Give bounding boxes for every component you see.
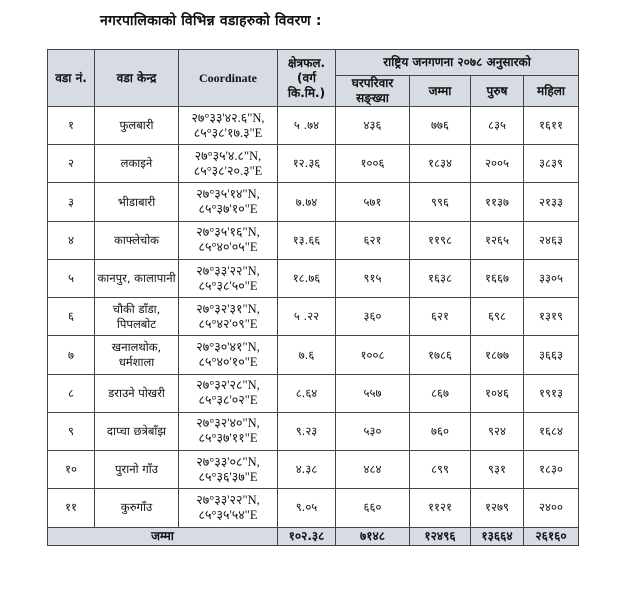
longitude: ८५°३८'०२"E	[198, 393, 258, 408]
households-cell: ६२१	[336, 221, 410, 259]
longitude: ८५°४२'०९"E	[198, 316, 258, 331]
total-cell: ८९९	[410, 451, 471, 489]
header-ward-center: वडा केन्द्र	[95, 50, 179, 107]
female-cell: २४००	[524, 489, 579, 527]
table-row	[48, 336, 579, 374]
total-cell: ९९६	[410, 183, 471, 221]
coordinate-cell	[179, 336, 278, 374]
longitude: ८५°४०'०५"E	[198, 240, 258, 255]
female-cell: १३१९	[524, 298, 579, 336]
female-cell: ३८३९	[524, 145, 579, 183]
table-row	[48, 107, 579, 145]
area-cell: ९.२३	[278, 412, 336, 450]
latitude: २७°३२'२८"N,	[196, 378, 260, 393]
coordinate-cell	[179, 451, 278, 489]
coordinate-cell	[179, 412, 278, 450]
coordinate-cell	[179, 489, 278, 527]
ward-details-table	[47, 49, 579, 546]
longitude: ८५°३८'२०.३"E	[193, 163, 263, 178]
male-cell: १२७९	[471, 489, 524, 527]
ward-center-cell: फुलबारी	[95, 107, 179, 145]
ward-center-cell: लकाइने	[95, 145, 179, 183]
totals-area: १०२.३८	[278, 527, 336, 545]
area-cell: ८.६४	[278, 374, 336, 412]
header-female: महिला	[524, 76, 579, 107]
ward-center-cell: दाप्चा छत्रेबाँझ	[95, 412, 179, 450]
coordinate-cell	[179, 374, 278, 412]
table-row	[48, 145, 579, 183]
ward-no-cell: ५	[48, 259, 95, 297]
ward-center-cell: पुरानो गाँउ	[95, 451, 179, 489]
coordinate-cell	[179, 107, 278, 145]
coordinate-cell	[179, 221, 278, 259]
households-cell: ३६०	[336, 298, 410, 336]
totals-total: १२४९६	[410, 527, 471, 545]
households-cell: १००६	[336, 145, 410, 183]
households-cell: ६६०	[336, 489, 410, 527]
ward-no-cell: ११	[48, 489, 95, 527]
longitude: ८५°३८'१७.३"E	[193, 125, 263, 140]
header-male: पुरुष	[471, 76, 524, 107]
ward-no-cell: ९	[48, 412, 95, 450]
ward-no-cell: ८	[48, 374, 95, 412]
female-cell: ३६६३	[524, 336, 579, 374]
latitude: २७°३०'४१"N,	[196, 340, 260, 355]
area-cell: ४.३८	[278, 451, 336, 489]
total-cell: ११२१	[410, 489, 471, 527]
ward-no-cell: १०	[48, 451, 95, 489]
table-row	[48, 412, 579, 450]
total-cell: ७७६	[410, 107, 471, 145]
total-cell: ७६०	[410, 412, 471, 450]
male-cell: १८७७	[471, 336, 524, 374]
latitude: २७°३३'२२"N,	[196, 263, 260, 278]
longitude: ८५°३७'११"E	[198, 431, 258, 446]
area-cell: १२.३६	[278, 145, 336, 183]
male-cell: ९२४	[471, 412, 524, 450]
latitude: २७°३२'४०"N,	[196, 416, 260, 431]
longitude: ८५°३६'३७"E	[198, 469, 258, 484]
totals-female: २६१६०	[524, 527, 579, 545]
total-cell: ६२१	[410, 298, 471, 336]
table-row	[48, 298, 579, 336]
households-cell: ५३०	[336, 412, 410, 450]
female-cell: २४६३	[524, 221, 579, 259]
latitude: २७°३३'२२"N,	[196, 492, 260, 507]
ward-no-cell: ४	[48, 221, 95, 259]
female-cell: २१३३	[524, 183, 579, 221]
ward-no-cell: ३	[48, 183, 95, 221]
latitude: २७°३३'४२.६"N,	[191, 110, 265, 125]
ward-center-cell: कुरुगाँउ	[95, 489, 179, 527]
totals-label: जम्मा	[48, 527, 278, 545]
households-cell: ५५७	[336, 374, 410, 412]
total-cell: ८६७	[410, 374, 471, 412]
ward-center-cell: खनालथोक, धर्मशाला	[95, 336, 179, 374]
area-cell: ५ .७४	[278, 107, 336, 145]
totals-row	[48, 527, 579, 545]
longitude: ८५°३७'१०"E	[198, 202, 258, 217]
total-cell: १६३८	[410, 259, 471, 297]
ward-center-cell: कानपुर, कालापानी	[95, 259, 179, 297]
header-area: क्षेत्रफल. (वर्ग कि.मि.)	[278, 50, 336, 107]
latitude: २७°३३'०८"N,	[196, 454, 260, 469]
totals-households: ७१४८	[336, 527, 410, 545]
households-cell: ५७१	[336, 183, 410, 221]
female-cell: १६८४	[524, 412, 579, 450]
latitude: २७°३५'१६"N,	[196, 225, 260, 240]
households-cell: ४३६	[336, 107, 410, 145]
ward-center-cell: भीडाबारी	[95, 183, 179, 221]
male-cell: ११३७	[471, 183, 524, 221]
header-row-1	[48, 50, 579, 76]
male-cell: १०४६	[471, 374, 524, 412]
ward-center-cell: काफ्लेचोक	[95, 221, 179, 259]
area-cell: १८.७६	[278, 259, 336, 297]
male-cell: ९३१	[471, 451, 524, 489]
female-cell: १८३०	[524, 451, 579, 489]
page-title: नगरपालिकाको विभिन्न वडाहरुको विवरण :	[100, 13, 322, 29]
total-cell: १७८६	[410, 336, 471, 374]
households-cell: ४८४	[336, 451, 410, 489]
header-census: राष्ट्रिय जनगणना २०७८ अनुसारको	[336, 50, 579, 76]
table-row	[48, 489, 579, 527]
female-cell: ३३०५	[524, 259, 579, 297]
longitude: ८५°३५'५४"E	[198, 507, 258, 522]
table-row	[48, 183, 579, 221]
table-row	[48, 259, 579, 297]
totals-male: १३६६४	[471, 527, 524, 545]
header-ward-no: वडा नं.	[48, 50, 95, 107]
female-cell: १६११	[524, 107, 579, 145]
coordinate-cell	[179, 298, 278, 336]
households-cell: ९१५	[336, 259, 410, 297]
area-cell: ९.०५	[278, 489, 336, 527]
ward-no-cell: ७	[48, 336, 95, 374]
coordinate-cell	[179, 183, 278, 221]
ward-no-cell: ६	[48, 298, 95, 336]
male-cell: २००५	[471, 145, 524, 183]
latitude: २७°३५'१४"N,	[196, 187, 260, 202]
area-cell: ७.७४	[278, 183, 336, 221]
header-households: घरपरिवार सङ्ख्या	[336, 76, 410, 107]
ward-no-cell: २	[48, 145, 95, 183]
table-row	[48, 451, 579, 489]
male-cell: १६६७	[471, 259, 524, 297]
ward-center-cell: चौकी डाँडा, पिपलबोट	[95, 298, 179, 336]
coordinate-cell	[179, 259, 278, 297]
households-cell: १००८	[336, 336, 410, 374]
latitude: २७°३५'४.८"N,	[194, 148, 262, 163]
male-cell: ८३५	[471, 107, 524, 145]
coordinate-cell	[179, 145, 278, 183]
ward-no-cell: १	[48, 107, 95, 145]
table-row	[48, 221, 579, 259]
total-cell: ११९८	[410, 221, 471, 259]
header-total: जम्मा	[410, 76, 471, 107]
female-cell: १९१३	[524, 374, 579, 412]
area-cell: ५ .२२	[278, 298, 336, 336]
total-cell: १८३४	[410, 145, 471, 183]
longitude: ८५°४०'१०"E	[198, 355, 258, 370]
area-cell: १३.६६	[278, 221, 336, 259]
latitude: २७°३२'३१"N,	[196, 301, 260, 316]
area-cell: ७.६	[278, 336, 336, 374]
ward-center-cell: डराउने पोखरी	[95, 374, 179, 412]
male-cell: १२६५	[471, 221, 524, 259]
table-row	[48, 374, 579, 412]
male-cell: ६९८	[471, 298, 524, 336]
longitude: ८५°३८'५०"E	[198, 278, 258, 293]
header-coordinate: Coordinate	[179, 50, 278, 107]
